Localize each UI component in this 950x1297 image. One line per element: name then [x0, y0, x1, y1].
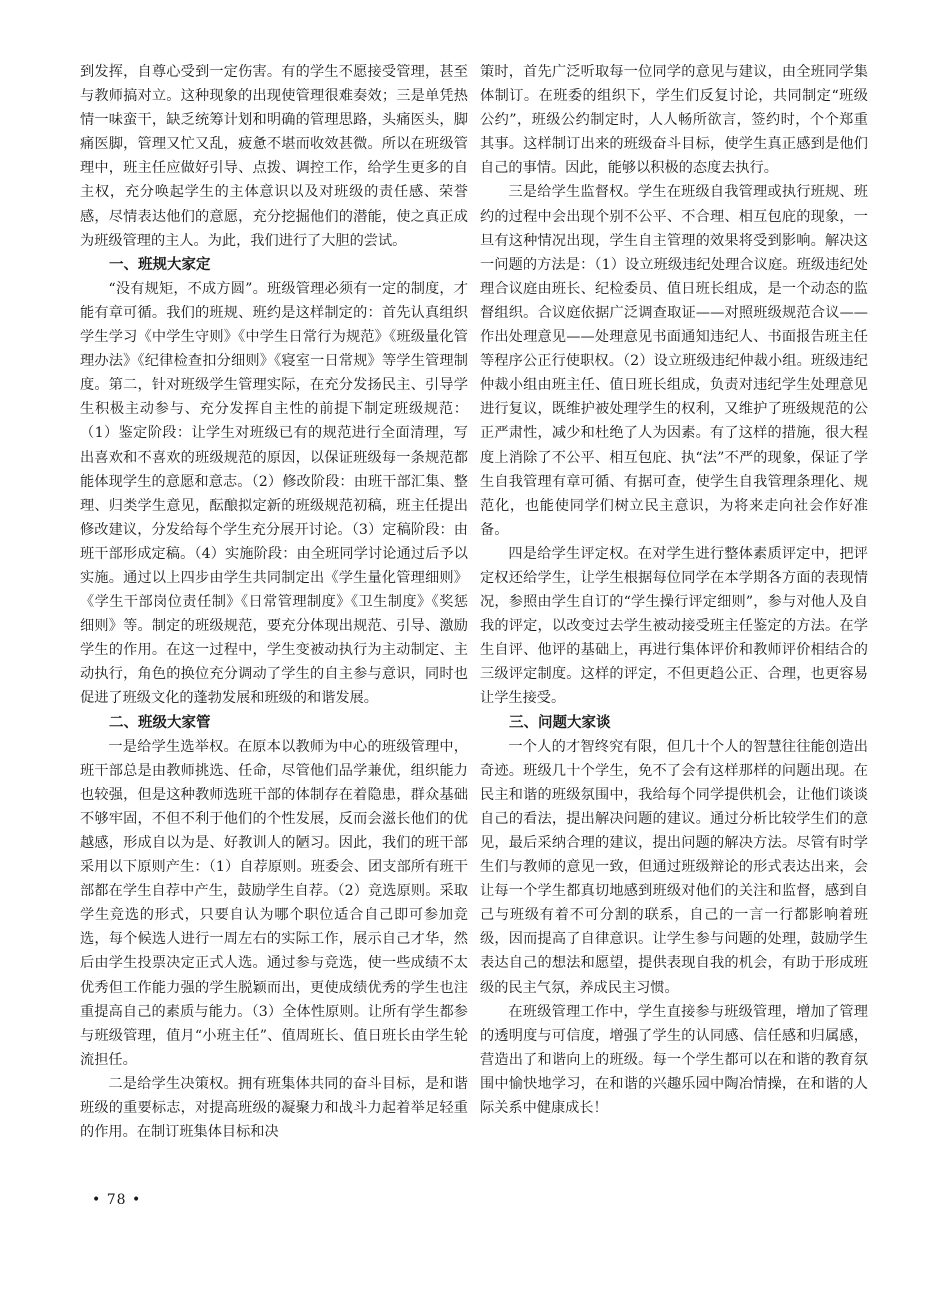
page-number: • 78 • — [92, 1192, 142, 1208]
section-heading-rules: 一、班规大家定 — [109, 256, 211, 273]
paragraph-continued: 到发挥，自尊心受到一定伤害。有的学生不愿接受管理，甚至与教师搞对立。这种现象的出现使管理很难奏效；三是单凭热情一味蛮干，缺乏统筹计划和明确的管理思路，头痛医头，脚痛医脚，管理又忙又乱，疲惫不堪而收效甚微。所以在班级管理中，班主任应做好引导、点拨、调控工作，给学生更多的自主权，充分唤起学生的主体意识以及对班级的责任感、荣誉感，尽情表达他们的意愿，充分挖掘他们的潜能，使之真正成为班级管理的主人。为此，我们进行了大胆的尝试。 — [80, 64, 468, 249]
paragraph-supervision-right: 三是给学生监督权。学生在班级自我管理或执行班规、班约的过程中会出现个别不公平、不合理、相互包庇的现象，一旦有这种情况出现，学生自主管理的效果将受到影响。解决这一问题的方法是：（1）设立班级违纪处理合议庭。班级违纪处理合议庭由班长、纪检委员、值日班长组成，是一个动态的监督组织。合议庭依据广泛调查取证——对照班级规范合议——作出处理意见——处理意见书面通知违纪人、书面报告班主任等程序公正行使职权。（2）设立班级违纪仲裁小组。班级违纪仲裁小组由班主任、值日班长组成，负责对违纪学生处理意见进行复议，既维护被处理学生的权利，又维护了班级规范的公正严肃性，减少和杜绝了人为因素。有了这样的措施，很大程度上消除了不公平、相互包庇、执“法”不严的现象，保证了学生自我管理有章可循、有据可查，使学生自我管理条理化、规范化，也能使同学们树立民主意识，为将来走向社会作好准备。 — [480, 184, 868, 538]
right-column — [480, 60, 868, 1120]
paragraph-election-right: 一是给学生选举权。在原本以教师为中心的班级管理中，班干部总是由教师挑选、任命，尽管他们品学兼优，组织能力也较强，但是这种教师选班干部的体制存在着隐患，群众基础不够牢固，不但不利于他们的个性发展，反而会滋长他们的优越感，形成自以为是、好教训人的陋习。因此，我们的班干部采用以下原则产生：（1）自荐原则。班委会、团支部所有班干部都在学生自荐中产生，鼓励学生自荐。（2）竞选原则。采取学生竞选的形式，只要自认为哪个职位适合自己即可参加竞选，每个候选人进行一周左右的实际工作，展示自己才华，然后由学生投票决定正式人选。通过参与竞选，使一些成绩不太优秀但工作能力强的学生脱颖而出，更使成绩优秀的学生也注重提高自己的素质与能力。（3）全体性原则。让所有学生都参与班级管理，值月“小班主任”、值周班长、值日班长由学生轮流担任。 — [80, 738, 468, 1068]
paragraph-rules: “没有规矩，不成方圆”。班级管理必须有一定的制度，才能有章可循。我们的班规、班约是这样制定的：首先认真组织学生学习《中学生守则》《中学生日常行为规范》《班级量化管理办法》《纪律检查扣分细则》《寝室一日常规》等学生管理制度。第二，针对班级学生管理实际，在充分发扬民主、引导学生积极主动参与、充分发挥自主性的前提下制定班级规范：（1）鉴定阶段：让学生对班级已有的规范进行全面清理，写出喜欢和不喜欢的班级规范的原因，以保证班级每一条规范都能体现学生的意愿和意志。（2）修改阶段：由班干部汇集、整理、归类学生意见，酝酿拟定新的班级规范初稿，班主任提出修改建议，分发给每个学生充分展开讨论。（3）定稿阶段：由班干部形成定稿。（4）实施阶段：由全班同学讨论通过后予以实施。通过以上四步由学生共同制定出《学生量化管理细则》《学生干部岗位责任制》《日常管理制度》《卫生制度》《奖惩细则》等。制定的班级规范，要充分体现出规范、引导、激励学生的作用。在这一过程中，学生变被动执行为主动制定、主动执行，角色的换位充分调动了学生的自主参与意识，同时也促进了班级文化的蓬勃发展和班级的和谐发展。 — [80, 280, 468, 707]
paragraph-decision-right: 二是给学生决策权。拥有班集体共同的奋斗目标，是和谐班级的重要标志，对提高班级的凝聚力和战斗力起着举足轻重的作用。在制订班集体目标和决 — [80, 1075, 468, 1141]
left-column — [80, 60, 468, 1144]
paragraph-evaluation-right: 四是给学生评定权。在对学生进行整体素质评定中，把评定权还给学生，让学生根据每位同学在本学期各方面的表现情况，参照由学生自订的“学生操行评定细则”，参与对他人及自我的评定，以改变过去学生被动接受班主任鉴定的方法。在学生自评、他评的基础上，再进行集体评价和教师评价相结合的三级评定制度。这样的评定，不但更趋公正、合理，也更容易让学生接受。 — [480, 545, 868, 707]
section-heading-management: 二、班级大家管 — [109, 714, 211, 731]
section-heading-discussion: 三、问题大家谈 — [509, 714, 611, 731]
paragraph-discussion: 一个人的才智终究有限，但几十个人的智慧往往能创造出奇迹。班级几十个学生，免不了会有这样那样的问题出现。在民主和谐的班级氛围中，我给每个同学提供机会，让他们谈谈自己的看法，提出解决问题的建议。通过分析比较学生们的意见，最后采纳合理的建议，提出问题的解决方法。尽管有时学生们与教师的意见一致，但通过班级辩论的形式表达出来，会让每一个学生都真切地感到班级对他们的关注和监督，感到自己与班级有着不可分割的联系，自己的一言一行都影响着班级，因而提高了自律意识。让学生参与问题的处理，鼓励学生表达自己的想法和愿望，提供表现自我的机会，有助于形成班级的民主气氛，养成民主习惯。 — [480, 738, 868, 996]
paragraph-decision-continued: 策时，首先广泛听取每一位同学的意见与建议，由全班同学集体制订。在班委的组织下，学生们反复讨论，共同制定“班级公约”，班级公约制定时，人人畅所欲言，签约时，个个郑重其事。这样制订出来的班级奋斗目标，使学生真正感到是他们自己的事情。因此，能够以积极的态度去执行。 — [480, 64, 868, 177]
paragraph-conclusion: 在班级管理工作中，学生直接参与班级管理，增加了管理的透明度与可信度，增强了学生的认同感、信任感和归属感，营造出了和谐向上的班级。每一个学生都可以在和谐的教育氛围中愉快地学习，在和谐的兴趣乐园中陶冶情操，在和谐的人际关系中健康成长！ — [480, 1003, 868, 1117]
